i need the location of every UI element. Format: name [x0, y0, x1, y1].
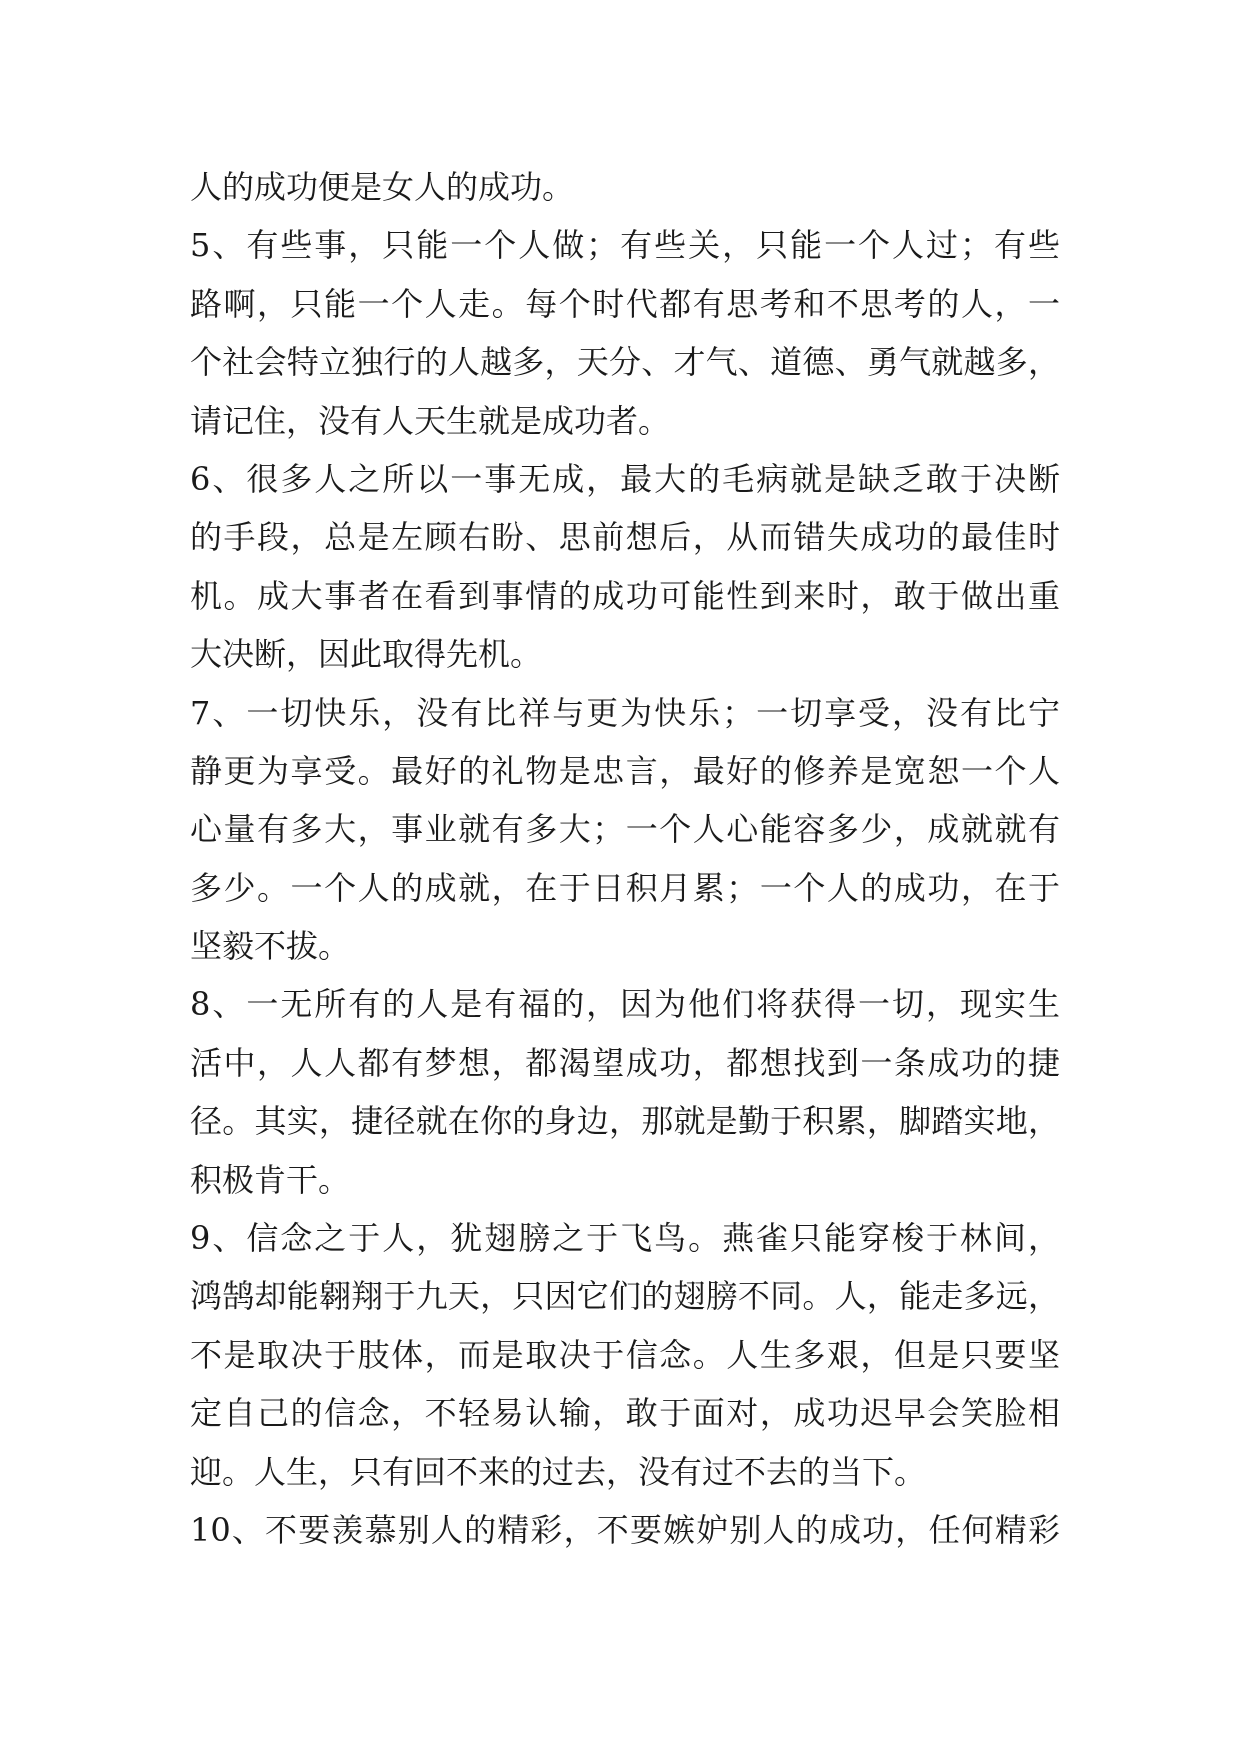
text-line: 定自己的信念，不轻易认输，敢于面对，成功迟早会笑脸相 [190, 1394, 1060, 1433]
text-line: 的手段，总是左顾右盼、思前想后，从而错失成功的最佳时 [190, 518, 1060, 557]
text-line: 8、一无所有的人是有福的，因为他们将获得一切，现实生 [190, 985, 1060, 1024]
text-line: 鸿鹄却能翱翔于九天，只因它们的翅膀不同。人，能走多远， [190, 1277, 1060, 1316]
text-line: 7、一切快乐，没有比祥与更为快乐；一切享受，没有比宁 [190, 693, 1060, 732]
text-line: 路啊，只能一个人走。每个时代都有思考和不思考的人，一 [190, 284, 1060, 323]
text-line: 积极肯干。 [190, 1160, 351, 1199]
text-line: 多少。一个人的成就，在于日积月累；一个人的成功，在于 [190, 868, 1060, 907]
text-line: 人的成功便是女人的成功。 [190, 168, 575, 206]
text-line: 迎。人生，只有回不来的过去，没有过不去的当下。 [190, 1452, 927, 1491]
text-line: 10、不要羡慕别人的精彩，不要嫉妒别人的成功，任何精彩 [190, 1510, 1060, 1549]
text-line: 径。其实，捷径就在你的身边，那就是勤于积累，脚踏实地， [190, 1102, 1060, 1141]
text-line: 请记住，没有人天生就是成功者。 [190, 401, 671, 440]
text-line: 心量有多大，事业就有多大；一个人心能容多少，成就就有 [190, 810, 1060, 849]
text-line: 不是取决于肢体，而是取决于信念。人生多艰，但是只要坚 [190, 1335, 1060, 1374]
text-line: 活中，人人都有梦想，都渴望成功，都想找到一条成功的捷 [190, 1043, 1060, 1082]
text-line: 坚毅不拔。 [190, 927, 351, 966]
text-line: 大决断，因此取得先机。 [190, 635, 543, 674]
text-line: 静更为享受。最好的礼物是忠言，最好的修养是宽恕一个人 [190, 751, 1060, 790]
text-line: 机。成大事者在看到事情的成功可能性到来时，敢于做出重 [190, 576, 1060, 615]
text-line: 9、信念之于人，犹翅膀之于飞鸟。燕雀只能穿梭于林间， [190, 1219, 1060, 1258]
text-line: 6、很多人之所以一事无成，最大的毛病就是缺乏敢于决断 [190, 459, 1060, 498]
text-line: 5、有些事，只能一个人做；有些关，只能一个人过；有些 [190, 226, 1060, 265]
text-line: 个社会特立独行的人越多，天分、才气、道德、勇气就越多， [190, 343, 1060, 382]
document-body [190, 158, 1060, 1559]
